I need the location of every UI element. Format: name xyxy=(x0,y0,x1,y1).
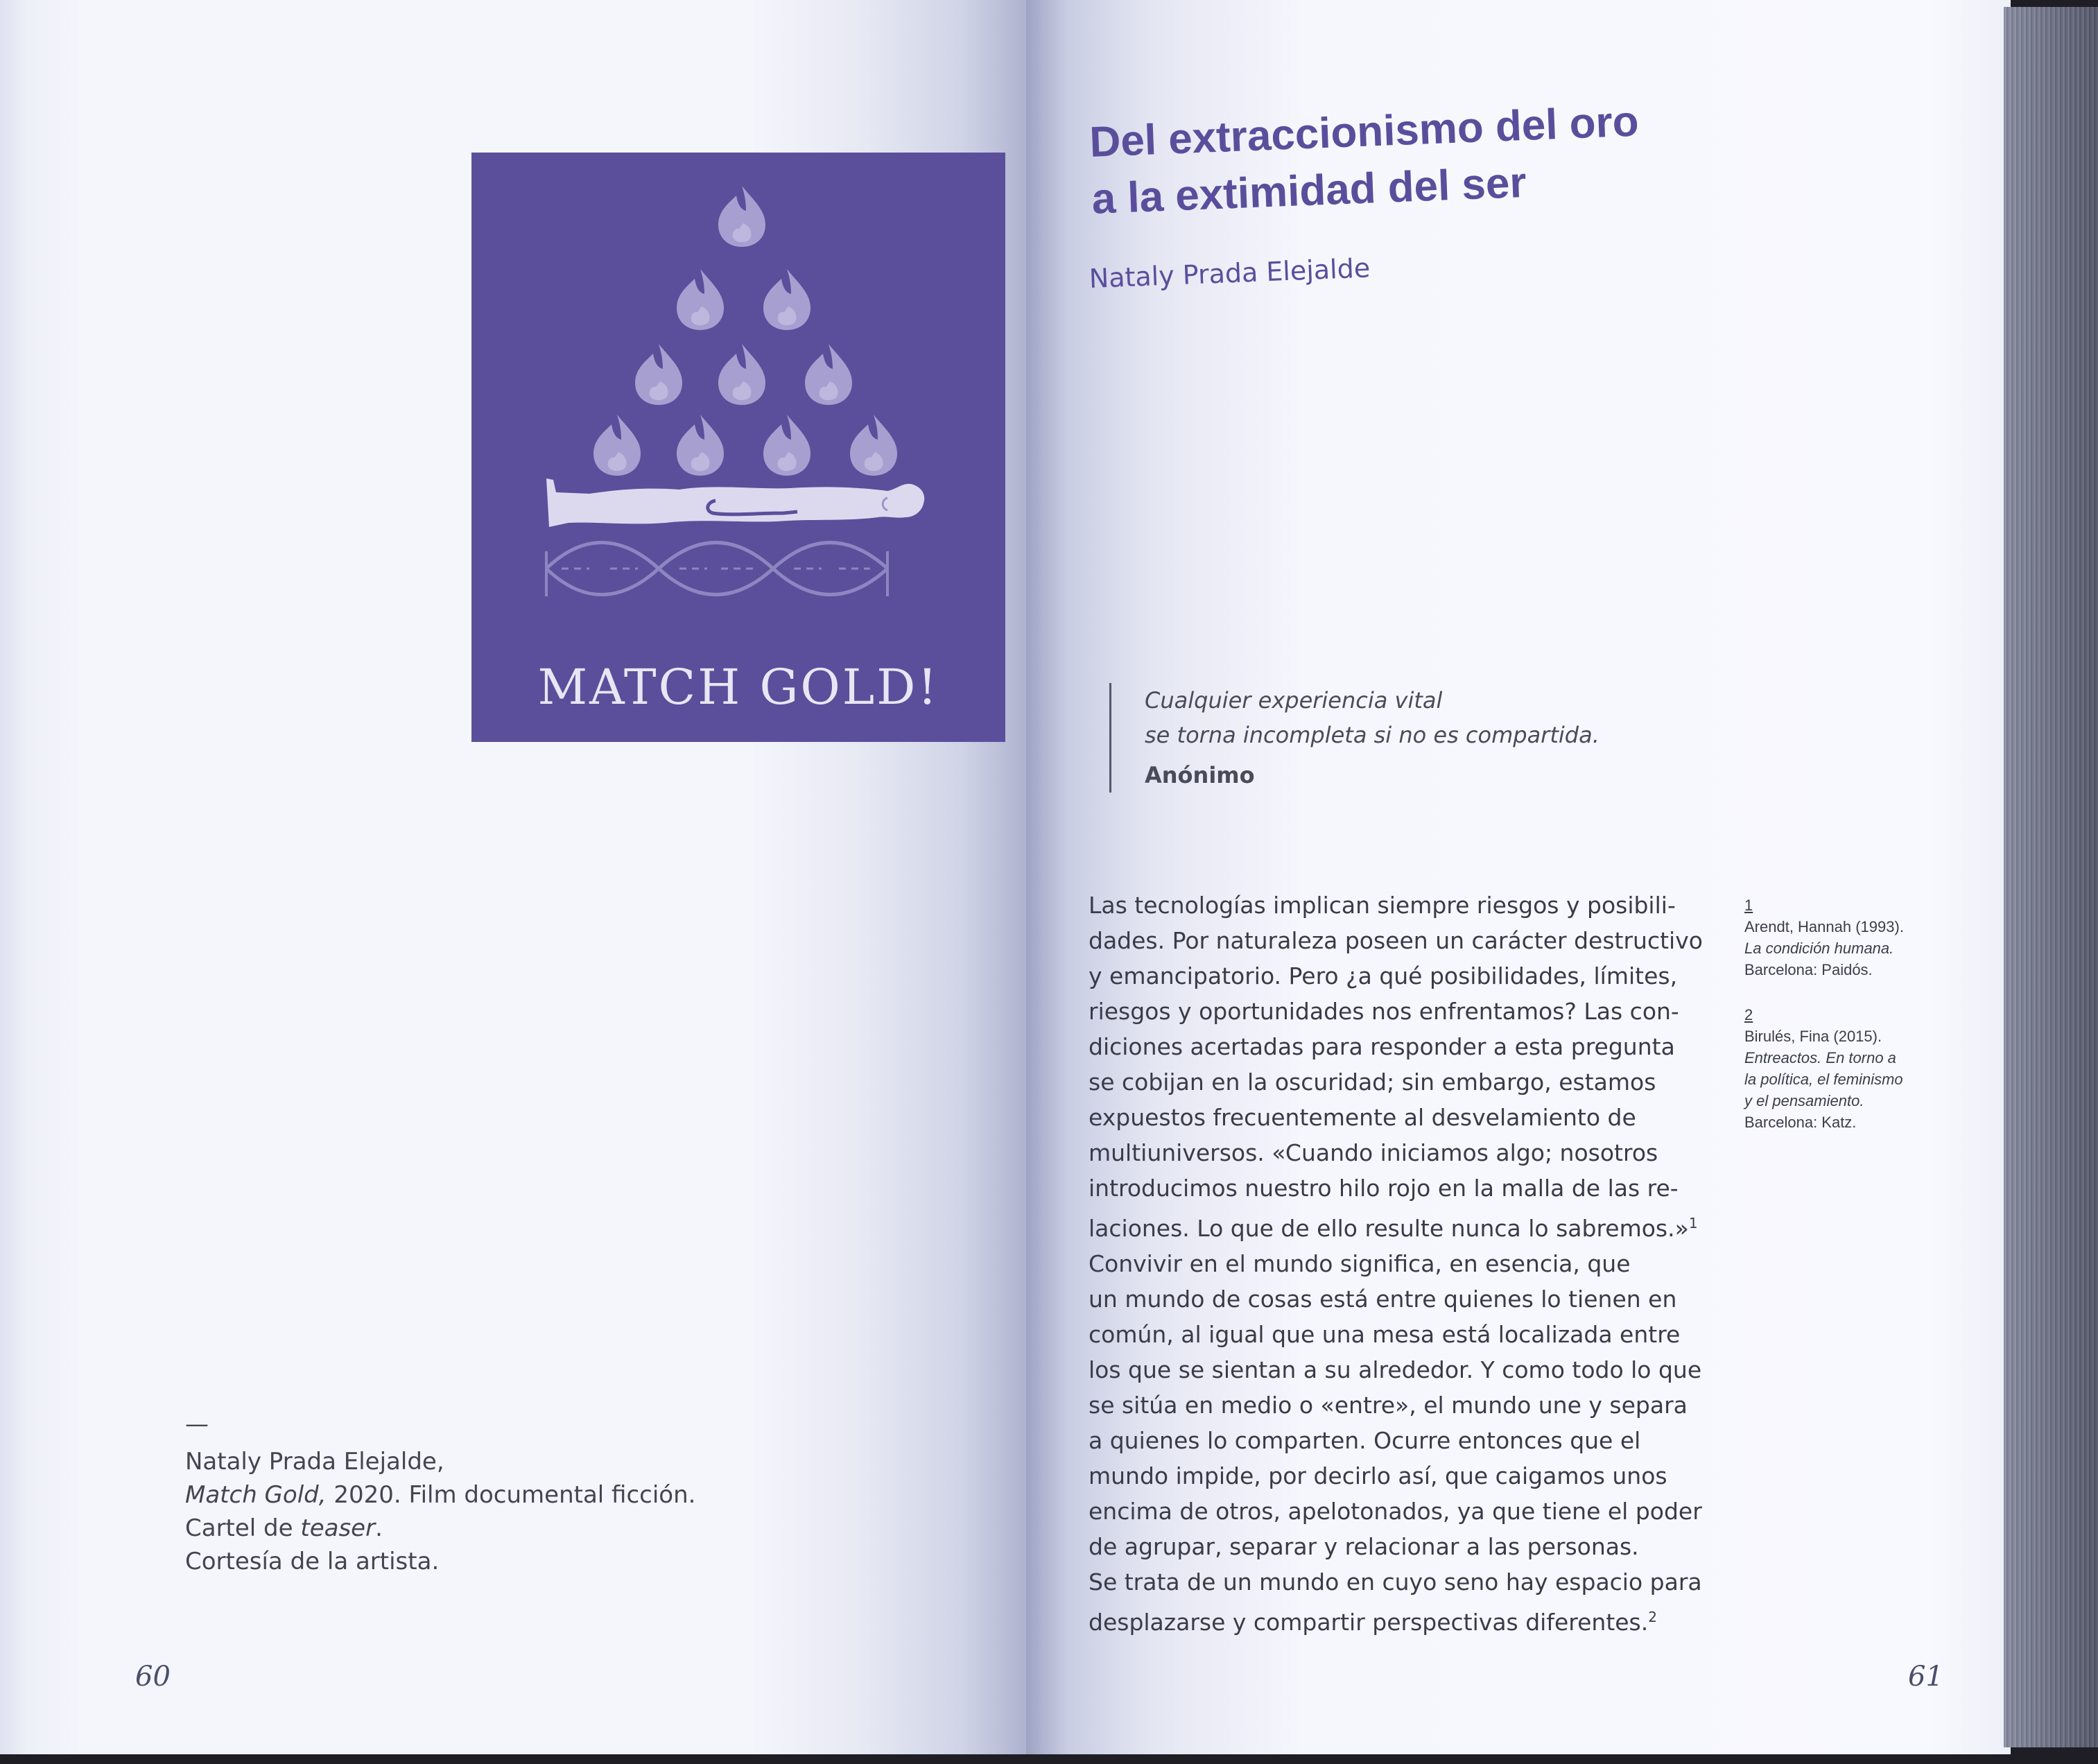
body-line: dades. Por naturaleza poseen un carácter destructivo xyxy=(1089,927,1703,954)
page-number-right: 61 xyxy=(1908,1661,1943,1693)
sidenote-line: Barcelona: Katz. xyxy=(1744,1114,1857,1131)
epigraph-source: Anónimo xyxy=(1145,762,1255,788)
sidenotes xyxy=(1744,894,1952,1157)
footnote-mark-1[interactable]: 1 xyxy=(1688,1215,1698,1231)
epigraph-line-1: Cualquier experiencia vital xyxy=(1145,687,1443,714)
body-line: Se trata de un mundo en cuyo seno hay espacio para xyxy=(1089,1568,1702,1596)
flame-icon xyxy=(850,415,897,476)
sidenote-line: Birulés, Fina (2015). xyxy=(1744,1028,1882,1045)
sidenote-line-italic: la política, el feminismo xyxy=(1744,1071,1903,1088)
body-line: y emancipatorio. Pero ¿a qué posibilidades, límites, xyxy=(1089,962,1678,989)
caption-line-3-end: . xyxy=(375,1514,383,1542)
sidenote-line-italic-wrap xyxy=(1744,1090,1952,1112)
left-page xyxy=(0,0,1026,1754)
body-line: introducimos nuestro hilo rojo en la malla de las re- xyxy=(1089,1175,1679,1202)
sidenote-line-italic-wrap xyxy=(1744,937,1952,959)
flame-icon xyxy=(718,344,765,405)
caption-line-3-italic: teaser xyxy=(300,1514,376,1542)
caption-line-3-start: Cartel de xyxy=(185,1514,301,1542)
body-line: diciones acertadas para responder a esta pregunta xyxy=(1089,1033,1675,1060)
book-page-edges xyxy=(2004,7,2098,1747)
human-figure-icon xyxy=(546,478,924,527)
chapter-title-line-2: a la extimidad del ser xyxy=(1091,158,1527,223)
sidenote-1 xyxy=(1744,894,1952,980)
flame-icon xyxy=(677,269,724,330)
poster-title: MATCH GOLD! xyxy=(537,659,939,716)
body-line: expuestos frecuentemente al desvelamiento de xyxy=(1089,1104,1636,1131)
body-line: de agrupar, separar y relacionar a las personas. xyxy=(1089,1533,1639,1560)
sidenote-2 xyxy=(1744,1004,1952,1133)
flame-icon xyxy=(635,344,682,405)
footnote-mark-2[interactable]: 2 xyxy=(1648,1609,1657,1625)
chapter-author: Nataly Prada Elejalde xyxy=(1089,252,1371,294)
body-text xyxy=(1089,888,1713,1640)
page-number-left: 60 xyxy=(135,1661,171,1693)
body-line-text: desplazarse y compartir perspectivas diferentes. xyxy=(1089,1609,1649,1636)
figure-caption xyxy=(185,1408,809,1578)
body-line: se cobijan en la oscuridad; sin embargo, estamos xyxy=(1089,1069,1656,1096)
body-line: un mundo de cosas está entre quienes lo tienen en xyxy=(1089,1286,1677,1313)
chapter-title-line-1: Del extraccionismo del oro xyxy=(1089,97,1640,166)
epigraph-line-2: se torna incompleta si no es compartida. xyxy=(1145,722,1599,748)
epigraph xyxy=(1109,683,1699,793)
body-line: Las tecnologías implican siempre riesgos y posibili- xyxy=(1089,892,1676,919)
sidenote-line-italic: Entreactos. En torno a xyxy=(1744,1049,1896,1066)
body-line: a quienes lo comparten. Ocurre entonces que el xyxy=(1089,1427,1641,1454)
caption-dash: — xyxy=(185,1410,209,1438)
sidenote-number: 2 xyxy=(1744,1006,1753,1023)
caption-line-3 xyxy=(185,1512,809,1545)
sidenote-line-italic: La condición humana. xyxy=(1744,940,1894,957)
chapter-title xyxy=(1089,90,1717,227)
caption-line-4: Cortesía de la artista. xyxy=(185,1548,440,1575)
caption-line-1: Nataly Prada Elejalde, xyxy=(185,1448,444,1476)
flame-icon xyxy=(763,415,810,476)
poster-illustration xyxy=(471,153,1005,742)
flame-icon xyxy=(718,186,765,247)
flame-icon xyxy=(763,269,810,330)
flame-icon xyxy=(593,415,641,476)
sidenote-line-italic-wrap xyxy=(1744,1047,1952,1069)
caption-line-2 xyxy=(185,1478,809,1512)
body-line: común, al igual que una mesa está localizada entre xyxy=(1089,1321,1681,1348)
sidenote-line-italic: y el pensamiento. xyxy=(1744,1092,1864,1109)
match-gold-poster xyxy=(471,153,1005,742)
dna-helix-icon xyxy=(546,543,887,597)
body-line-text: laciones. Lo que de ello resulte nunca lo sabremos.» xyxy=(1089,1215,1689,1242)
body-line: Convivir en el mundo significa, en esencia, que xyxy=(1089,1250,1631,1277)
body-line: se sitúa en medio o «entre», el mundo une y separa xyxy=(1089,1392,1688,1419)
caption-work-title: Match Gold, xyxy=(185,1481,327,1509)
flame-icon xyxy=(677,415,724,476)
sidenote-line: Arendt, Hannah (1993). xyxy=(1744,918,1904,935)
body-line: riesgos y oportunidades nos enfrentamos? Las con- xyxy=(1089,998,1679,1025)
sidenote-line-italic-wrap xyxy=(1744,1069,1952,1090)
body-line: los que se sientan a su alrededor. Y como todo lo que xyxy=(1089,1356,1702,1383)
body-line: encima de otros, apelotonados, ya que tiene el poder xyxy=(1089,1498,1702,1525)
flame-icon xyxy=(805,344,852,405)
sidenote-number: 1 xyxy=(1744,897,1753,914)
body-line: mundo impide, por decirlo así, que caigamos unos xyxy=(1089,1462,1667,1489)
sidenote-line: Barcelona: Paidós. xyxy=(1744,961,1873,978)
caption-work-info: 2020. Film documental ficción. xyxy=(326,1481,696,1509)
body-line xyxy=(1089,1206,1713,1246)
body-line xyxy=(1089,1600,1713,1640)
body-line: multiuniversos. «Cuando iniciamos algo; nosotros xyxy=(1089,1139,1658,1166)
